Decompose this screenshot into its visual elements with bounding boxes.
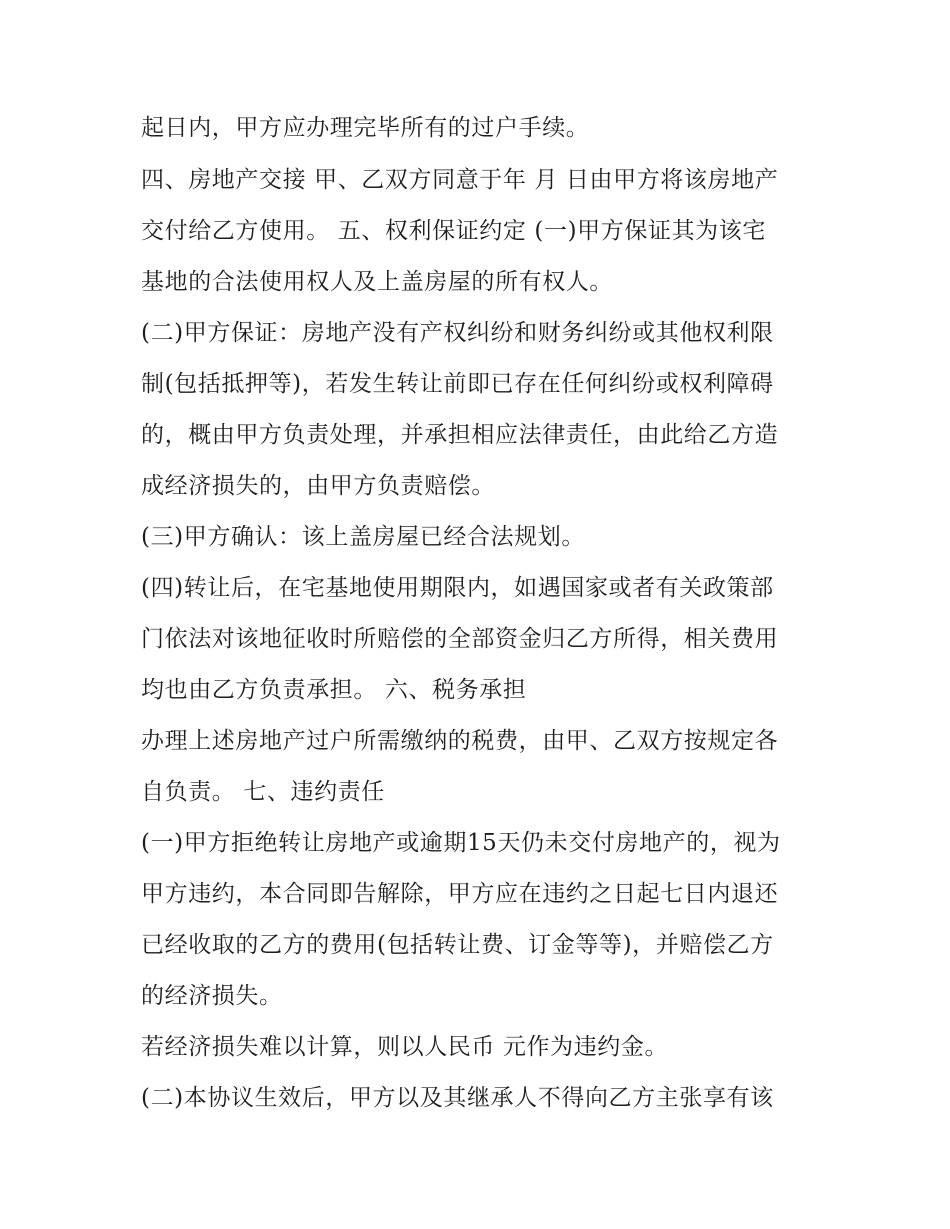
text-line: (三)甲方确认：该上盖房屋已经合法规划。: [141, 524, 585, 550]
text-line: (二)甲方保证：房地产没有产权纠纷和财务纠纷或其他权利限: [141, 320, 774, 346]
text-line: 基地的合法使用权人及上盖房屋的所有权人。: [141, 269, 613, 295]
text-line: 办理上述房地产过户所需缴纳的税费，由甲、乙双方按规定各: [141, 728, 779, 754]
text-line: 交付给乙方使用。 五、权利保证约定 (一)甲方保证其为该宅: [141, 218, 766, 244]
text-line: 自负责。 七、违约责任: [141, 779, 385, 805]
text-line: 制(包括抵押等)，若发生转让前即已存在任何纠纷或权利障碍: [141, 371, 774, 397]
text-line: (一)甲方拒绝转让房地产或逾期15天仍未交付房地产的，视为: [141, 830, 781, 856]
text-line: 已经收取的乙方的费用(包括转让费、订金等等)，并赔偿乙方: [141, 932, 774, 958]
text-line: 甲方违约，本合同即告解除，甲方应在违约之日起七日内退还: [141, 881, 779, 907]
text-line: 成经济损失的，由甲方负责赔偿。: [141, 473, 495, 499]
text-line: (四)转让后，在宅基地使用期限内，如遇国家或者有关政策部: [141, 575, 774, 601]
text-line: 的，概由甲方负责处理，并承担相应法律责任，由此给乙方造: [141, 422, 779, 448]
text-line: 若经济损失难以计算，则以人民币 元作为违约金。: [141, 1034, 669, 1060]
text-line: (二)本协议生效后，甲方以及其继承人不得向乙方主张享有该: [141, 1085, 774, 1111]
text-line: 起日内，甲方应办理完毕所有的过户手续。: [141, 115, 590, 141]
text-line: 均也由乙方负责承担。 六、税务承担: [141, 677, 527, 703]
text-line: 的经济损失。: [141, 983, 283, 1009]
text-line: 四、房地产交接 甲、乙双方同意于年 月 日由甲方将该房地产: [141, 167, 779, 193]
text-line: 门依法对该地征收时所赔偿的全部资金归乙方所得，相关费用: [141, 626, 779, 652]
